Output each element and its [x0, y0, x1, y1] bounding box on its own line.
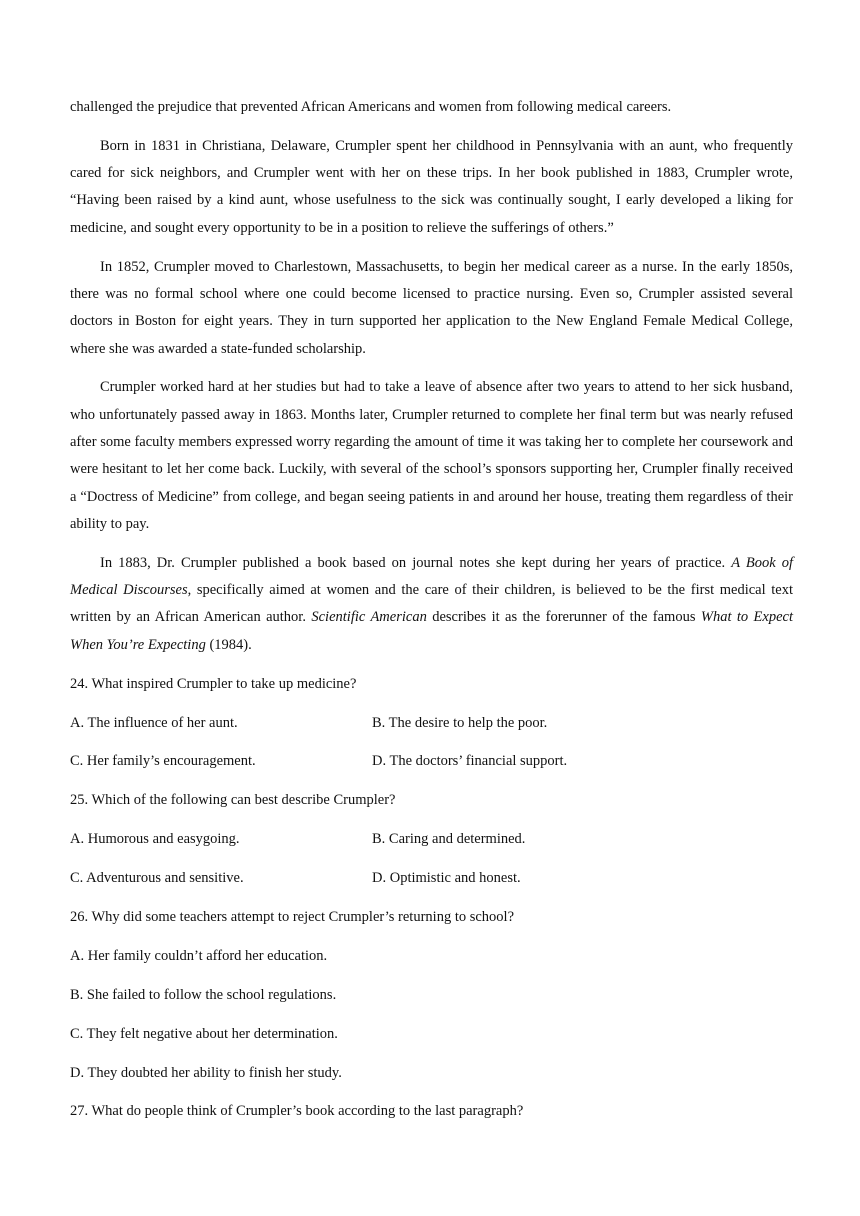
passage-paragraph-college: Crumpler worked hard at her studies but had to take a leave of absence after two years to attend to her sick husband, who unfortunately passed away in 1863. Months later, Crumpler returned to complete her final term but was nearly refused after some faculty members expressed worry regarding the amount of time it was taking her to complete her coursework and were hesitant to let her come back. Luckily, with several of the school’s sponsors supporting her, Crumpler finally received a “Doctress of Medicine” from college, and began seeing patients in and around her house, treating them regardless of their ability to pay. — [70, 379, 793, 532]
book-text-1: In 1883, Dr. Crumpler published a book based on journal notes she kept during her years of practice. — [100, 554, 732, 571]
question-24-option-b: B. The desire to help the poor. — [372, 714, 548, 731]
book-text-3: describes it as the forerunner of the famous — [426, 609, 701, 626]
famous-book-title: What to Expect When You’re Expecting — [70, 609, 793, 653]
question-25-options-row-1 — [70, 826, 793, 853]
question-25-options-row-2 — [70, 865, 793, 892]
passage-paragraph-nursing: In 1852, Crumpler moved to Charlestown, Massachusetts, to begin her medical career as a nurse. In the early 1850s, there was no formal school where one could become licensed to practice nursing. Even so, Crumpler assisted several doctors in Boston for eight years. They in turn supported her application to the New England Female Medical College, where she was awarded a state-funded scholarship. — [70, 258, 793, 357]
book-text-2: , specifically aimed at women and the care of their children, is believed to be the first medical text written by an African American author. — [70, 582, 794, 626]
passage-paragraph-continued: challenged the prejudice that prevented African Americans and women from following medical careers. — [70, 99, 672, 115]
question-24-options-row-2 — [70, 748, 793, 775]
question-25-stem: 25. Which of the following can best describe Crumpler? — [70, 792, 396, 809]
question-24-option-c: C. Her family’s encouragement. — [70, 753, 256, 770]
question-25-option-c: C. Adventurous and sensitive. — [70, 870, 244, 887]
question-26-option-c: C. They felt negative about her determination. — [70, 1025, 338, 1042]
question-26-option-a: A. Her family couldn’t afford her education. — [70, 947, 328, 964]
book-title: A Book of Medical Discourses — [70, 554, 793, 599]
document-page — [70, 94, 793, 1137]
question-26-stem: 26. Why did some teachers attempt to reject Crumpler’s returning to school? — [70, 908, 515, 925]
question-26-option-b: B. She failed to follow the school regulations. — [70, 986, 337, 1003]
question-24-options-row-1 — [70, 710, 793, 737]
question-25-option-b: B. Caring and determined. — [372, 831, 526, 848]
question-24-option-a: A. The influence of her aunt. — [70, 714, 238, 731]
question-27-stem: 27. What do people think of Crumpler’s book according to the last paragraph? — [70, 1103, 524, 1120]
question-24-option-d: D. The doctors’ financial support. — [372, 753, 568, 770]
question-26-option-d: D. They doubted her ability to finish her study. — [70, 1064, 342, 1081]
passage-paragraph-childhood: Born in 1831 in Christiana, Delaware, Crumpler spent her childhood in Pennsylvania with an aunt, who frequently cared for sick neighbors, and Crumpler went with her on these trips. In her book published in 1883, Crumpler wrote, “Having been raised by a kind aunt, whose usefulness to the sick was continually sought, I early developed a liking for medicine, and sought every opportunity to be in a position to relieve the sufferings of others.” — [70, 137, 793, 236]
magazine-title: Scientific American — [311, 609, 427, 626]
question-24-stem: 24. What inspired Crumpler to take up medicine? — [70, 675, 357, 692]
question-25-option-a: A. Humorous and easygoing. — [70, 831, 240, 848]
question-25-option-d: D. Optimistic and honest. — [372, 870, 521, 887]
book-text-4: (1984). — [205, 636, 252, 653]
passage-paragraph-book — [70, 550, 793, 659]
